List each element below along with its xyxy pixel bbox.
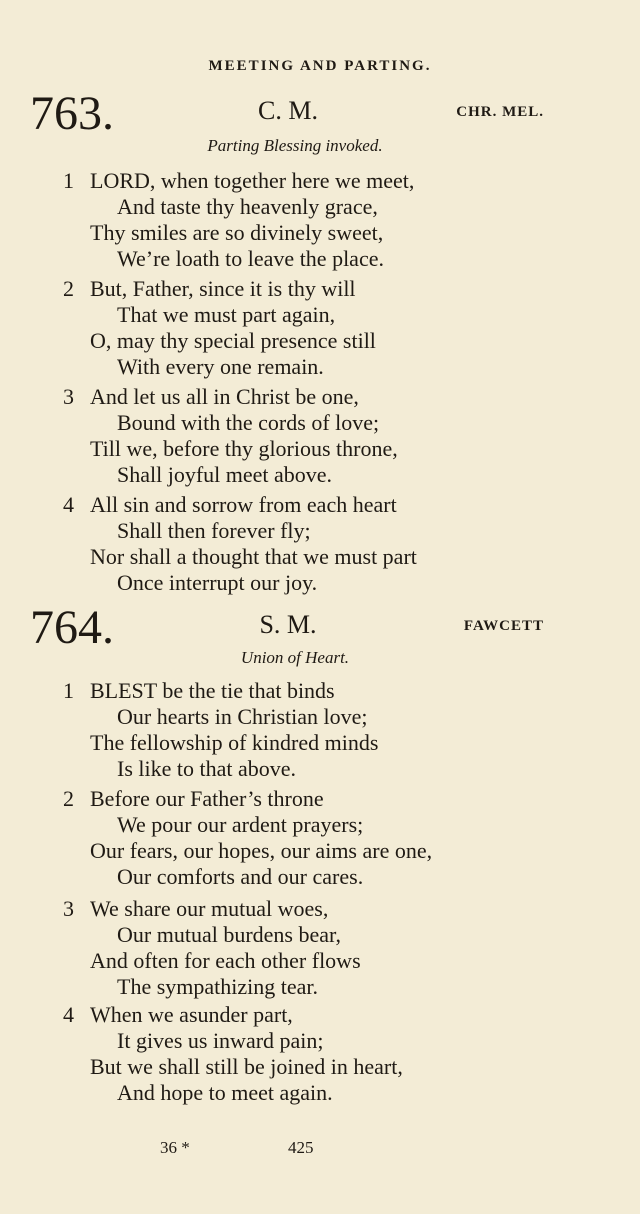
verse-line: Our fears, our hopes, our aims are one, — [90, 838, 433, 863]
verse-line: But, Father, since it is thy will — [90, 276, 356, 301]
verse-line: Our mutual burdens bear, — [117, 922, 341, 947]
verse-line: When we asunder part, — [90, 1002, 293, 1027]
hymn-number: 764. — [30, 601, 114, 654]
verse-line: Thy smiles are so divinely sweet, — [90, 220, 384, 245]
verse-line: It gives us inward pain; — [117, 1028, 324, 1053]
verse-line: Before our Father’s throne — [90, 786, 324, 811]
verse-line: The fellowship of kindred minds — [90, 730, 379, 755]
verse-line: Till we, before thy glorious throne, — [90, 436, 398, 461]
verse-line: And let us all in Christ be one, — [90, 384, 359, 409]
verse-number: 4 — [63, 492, 74, 517]
hymn-tune: CHR. MEL. — [456, 104, 544, 120]
verse-line: And taste thy heavenly grace, — [117, 194, 378, 219]
verse-line: We’re loath to leave the place. — [117, 246, 384, 271]
verse-line: Shall joyful meet above. — [117, 462, 333, 487]
verse-line: Nor shall a thought that we must part — [90, 544, 417, 569]
verse-number: 3 — [63, 384, 74, 409]
verse-line: With every one remain. — [117, 354, 324, 379]
verse-line: We share our mutual woes, — [90, 896, 329, 921]
verse-line: O, may thy special presence still — [90, 328, 376, 353]
verse-number: 1 — [63, 168, 74, 193]
verse-line: And hope to meet again. — [117, 1080, 333, 1105]
verse-line: Our comforts and our cares. — [117, 864, 364, 889]
verse-line: Our hearts in Christian love; — [117, 704, 368, 729]
verse-number: 2 — [63, 276, 74, 301]
hymn-meter: S. M. — [259, 610, 317, 639]
verse-line: Once interrupt our joy. — [117, 570, 318, 595]
verse-number: 3 — [63, 896, 74, 921]
verse-number: 2 — [63, 786, 74, 811]
verse-line: That we must part again, — [117, 302, 336, 327]
verse-line: Bound with the cords of love; — [117, 410, 380, 435]
verse-line: LORD, when together here we meet, — [90, 168, 415, 193]
verse-line: Is like to that above. — [117, 756, 297, 781]
verse-line: We pour our ardent prayers; — [117, 812, 364, 837]
verse-number: 1 — [63, 678, 74, 703]
hymn-number: 763. — [30, 87, 114, 140]
hymn-tune: FAWCETT — [463, 618, 544, 634]
hymn-meter: C. M. — [258, 96, 318, 125]
hymn-title: Parting Blessing invoked. — [207, 136, 383, 155]
signature-mark: 36 * — [160, 1138, 190, 1157]
hymn-title: Union of Heart. — [240, 648, 350, 667]
page-number: 425 — [288, 1138, 314, 1157]
running-head: MEETING AND PARTING. — [208, 58, 432, 74]
verse-line: The sympathizing tear. — [117, 974, 318, 999]
verse-line: BLEST be the tie that binds — [90, 678, 335, 703]
verse-number: 4 — [63, 1002, 74, 1027]
verse-line: And often for each other flows — [90, 948, 361, 973]
verse-line: All sin and sorrow from each heart — [90, 492, 397, 517]
verse-line: Shall then forever fly; — [117, 518, 311, 543]
verse-line: But we shall still be joined in heart, — [90, 1054, 403, 1079]
